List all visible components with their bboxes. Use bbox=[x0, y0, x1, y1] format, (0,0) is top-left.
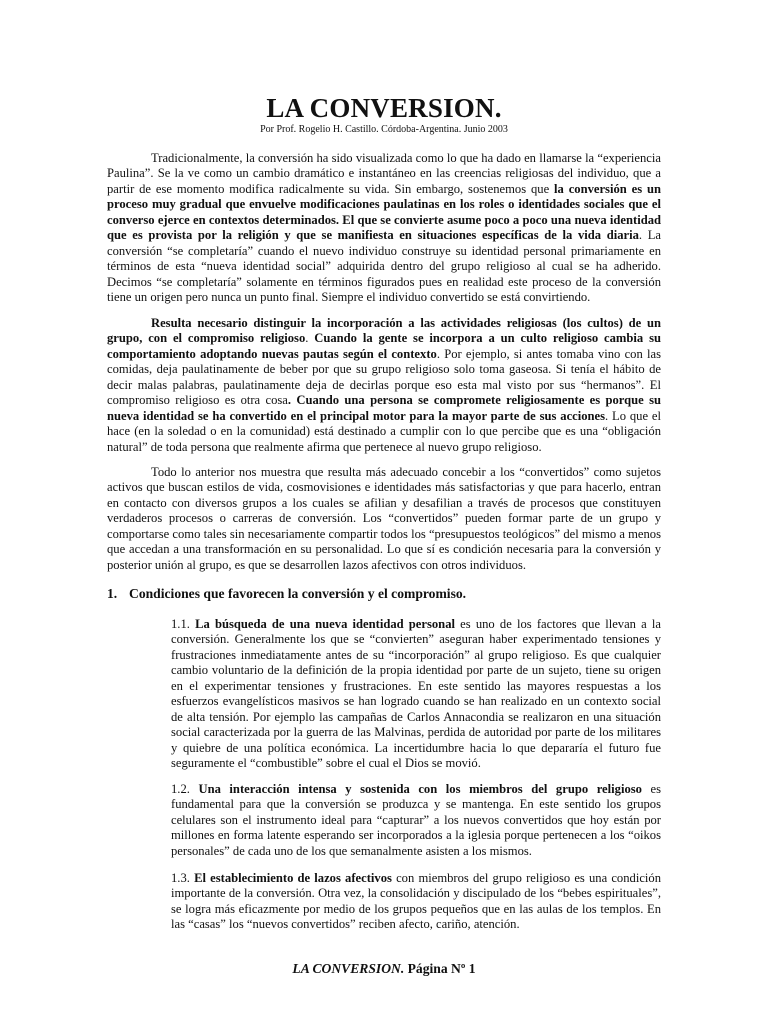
text-segment: . Lo que el hace (en la soledad o en la comunidad) está destinado a cumplir con lo que percibe que es una “obligación natural” de toda persona que realmente afirma que pertenece al nuevo grupo religioso. bbox=[107, 408, 662, 454]
page-footer bbox=[0, 961, 768, 977]
paragraph-1 bbox=[107, 151, 661, 306]
document-byline: Por Prof. Rogelio H. Castillo. Córdoba-Argentina. Junio 2003 bbox=[260, 124, 508, 135]
section-number: 1. bbox=[107, 586, 118, 601]
section-title: Condiciones que favorecen la conversión y el compromiso. bbox=[129, 586, 467, 601]
text-segment: 1.3. bbox=[171, 871, 195, 885]
subsection-1-2 bbox=[171, 782, 661, 859]
text-segment: Todo lo anterior nos muestra que resulta más adecuado concebir a los “convertidos” como sujetos activos que buscan estilos de vida, cosmovisiones e identidades más satisfactorias y que para hacerlo, entran en contacto con diversos grupos a los cuales se afilian y desafilian a través de procesos que constituyen verdaderos procesos o carreras de conversión. Los “convertidos” pueden formar parte de un grupo y comportarse como tales sin necesariamente compartir todos los “presupuestos teológicos” del mismo a menos que accedan a una transformación en su personalidad. Lo que sí es condición necesaria para la conversión y posterior unión al grupo, es que se desarrollen lazos afectivos con otros individuos. bbox=[107, 465, 661, 572]
footer-title: LA CONVERSION. bbox=[292, 961, 405, 976]
text-segment: es uno de los factores que llevan a la conversión. Generalmente los que se “convierten” aseguran haber experimentado tensiones y frustraciones inmediatamente antes de su “incorporación” al grupo religioso. Es que cualquier cambio voluntario de la definición de la propia identidad por parte de un sujeto, tiene su origen en el experimentar tensiones y frustraciones. En este sentido las mayores respuestas a los esfuerzos evangelísticos masivos se han logrado cuando se han realizado en un contexto social de alta tensión. Por ejemplo las campañas de Carlos Annacondia se realizaron en una situación social caracterizada por la guerra de las Malvinas, perdida de autoridad por parte de los militares y quiebre de una política económica. La incertidumbre hacia lo que depararía el futuro fue seguramente el “combustible” sobre el cual el Dios se movió. bbox=[171, 617, 662, 771]
footer-page-number: Página Nº 1 bbox=[404, 961, 476, 976]
subsection-1-3 bbox=[171, 871, 661, 933]
text-segment: Tradicionalmente, la conversión ha sido visualizada como lo que ha dado en llamarse la “experiencia Paulina”. Se la ve como un cambio dramático e instantáneo en las creencias religiosas del individuo, que a partir de ese momento modifica radicalmente su vida. Sin embargo, sostenemos que bbox=[107, 151, 661, 196]
bold-text-segment: Una interacción intensa y sostenida con los miembros del grupo religioso bbox=[198, 782, 642, 796]
text-segment: . Por ejemplo, si antes tomaba vino con las comidas, deja paulatinamente de beber por que su grupo religioso solo toma gaseosa. Si tenía el hábito de decir malas palabras, paulatinamente deja de decirlas porque eso esta mal visto por sus “hermanos”. El compromiso religioso es otra cosa bbox=[107, 346, 661, 408]
bold-text-segment: Cuando la gente se incorpora a un culto religioso cambia su comportamiento adoptando nuevas pautas según el contexto bbox=[107, 331, 661, 361]
text-segment: es fundamental para que la conversión se produzca y se mantenga. En este sentido los grupos celulares son el instrumento ideal para “capturar” a los nuevos convertidos que hoy están por millones en forma latente esperando ser incorporados a la iglesia porque pertenecen a los “oikos personales” de cada uno de los que semanalmente asisten a los mismos. bbox=[171, 782, 661, 858]
document-title: LA CONVERSION. bbox=[266, 93, 502, 123]
text-segment: con miembros del grupo religioso es una condición importante de la conversión. Otra vez, la consolidación y discipulado de los “bebes espirituales”, se logra más eficazmente por medio de los grupos pequeños que en las aulas de los templos. En las “casas” los “nuevos convertidos” reciben afecto, cariño, atención. bbox=[171, 871, 661, 932]
paragraph-3 bbox=[107, 465, 661, 573]
subsection-1-1 bbox=[171, 617, 661, 772]
bold-text-segment: El establecimiento de lazos afectivos bbox=[194, 871, 392, 885]
bold-text-segment: Resulta necesario distinguir la incorporación a las actividades religiosas (los cultos) de un grupo, con el compromiso religioso bbox=[107, 316, 661, 346]
text-segment: . bbox=[305, 331, 315, 346]
text-segment: . La conversión “se completaría” cuando el nuevo individuo construye su identidad personal primariamente en términos de esta “nueva identidad social” adquirida dentro del grupo religioso al cual se ha adherido. Decimos “se completaría” solamente en términos figurados pues en realidad este proceso de la conversión tiene un origen pero nunca un punto final. Siempre el individuo convertido se está convirtiendo. bbox=[107, 228, 661, 305]
bold-text-segment: la conversión es un proceso muy gradual que envuelve modificaciones paulatinas en los roles o identidades sociales que el converso ejerce en contextos determinados. El que se convierte asume poco a poco una nueva identidad que es provista por la religión y que se manifiesta en situaciones específicas de la vida diaria bbox=[107, 181, 661, 243]
bold-text-segment: La búsqueda de una nueva identidad personal bbox=[195, 617, 455, 631]
text-segment: 1.2. bbox=[171, 782, 199, 796]
bold-text-segment: . Cuando una persona se compromete religiosamente es porque su nueva identidad se ha convertido en el principal motor para la mayor parte de sus acciones bbox=[107, 393, 661, 423]
section-heading bbox=[107, 586, 661, 602]
text-segment: 1.1. bbox=[171, 617, 196, 631]
paragraph-2 bbox=[107, 316, 661, 455]
